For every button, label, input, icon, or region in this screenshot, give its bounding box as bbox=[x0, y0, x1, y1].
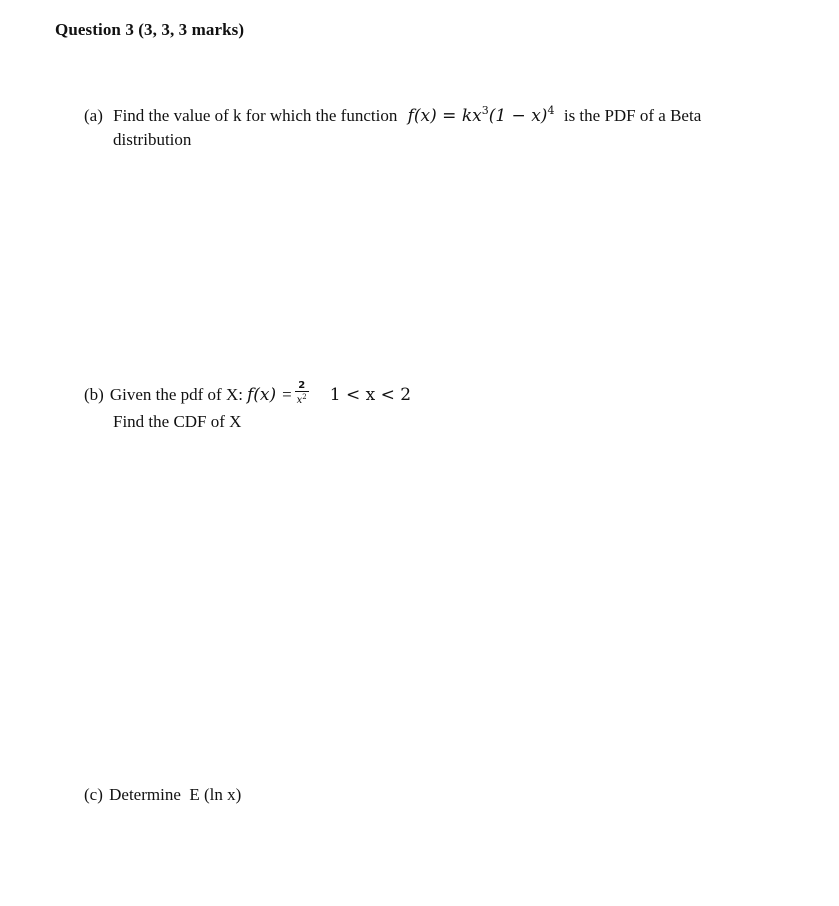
part-a-exp-3: 3 bbox=[481, 104, 489, 117]
part-a-func-middle: (1 − x) bbox=[488, 106, 548, 126]
part-a-func-lhs: f(x) bbox=[407, 106, 437, 126]
part-a-exp-4: 4 bbox=[547, 104, 555, 117]
part-a-function bbox=[408, 106, 560, 126]
part-a-text-before: Find the value of k for which the function bbox=[113, 106, 398, 125]
part-c-text: Determine E (ln x) bbox=[109, 785, 242, 804]
part-b-frac-numerator: 2 bbox=[298, 380, 306, 391]
part-a-func-prefix: kx bbox=[461, 106, 482, 126]
part-b-label: (b) bbox=[84, 385, 104, 404]
part-a-label: (a) bbox=[84, 106, 103, 125]
part-c-label: (c) bbox=[84, 785, 103, 804]
part-a-equals: = bbox=[442, 106, 457, 126]
part-c-line bbox=[84, 785, 241, 805]
part-a-line-1 bbox=[84, 104, 701, 126]
part-b-fraction bbox=[295, 380, 309, 406]
part-b-text-before: Given the pdf of X: bbox=[109, 385, 243, 404]
part-a-line-2: distribution bbox=[113, 130, 192, 149]
part-b-equals: = bbox=[282, 385, 292, 404]
part-b-line-2: Find the CDF of X bbox=[113, 412, 242, 431]
question-heading: Question 3 (3, 3, 3 marks) bbox=[55, 20, 245, 39]
part-a-text-after: is the PDF of a Beta bbox=[563, 106, 702, 125]
part-b-range: 1 < x < 2 bbox=[329, 385, 412, 405]
part-b-line-1 bbox=[84, 382, 411, 408]
part-b-func-lhs: f(x) bbox=[246, 385, 277, 405]
part-b-frac-denominator: $x^2$ bbox=[296, 393, 307, 406]
